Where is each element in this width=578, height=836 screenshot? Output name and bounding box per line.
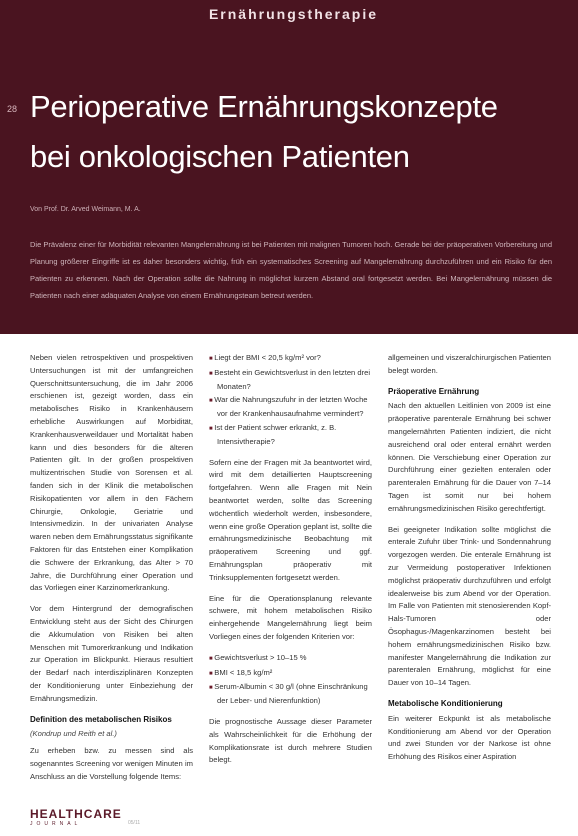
list-item: ■ Gewichtsverlust > 10–15 % bbox=[209, 652, 372, 666]
list-item: ■ BMI < 18,5 kg/m² bbox=[209, 667, 372, 681]
criteria-list bbox=[209, 652, 372, 708]
body-paragraph: Neben vielen retrospektiven und prospektiven Untersuchungen ist mit der umfangreichen Querschnittsuntersuchung, die im Jahr 2006 erschienen ist, gezeigt worden, dass ein metabolisches Risiko in Krankenhäusern erhebliche Auswirkungen auf Morbidität, Krankenhausverweildauer und Mortalität haben kann und dies besonders für die älteren Patienten gilt. In der großen prospektiven multizentrischen Studie von Sorensen et al. fanden sich in der Klinik die metabolischen Risikopatienten vor allem in den Fächern Chirurgie, Onkologie, Geriatrie und Intensivmedizin. In der univariaten Analyse waren neben dem Ernährungsstatus signifikante Faktoren für das Entstehen einer Komplikation die Schwere der Erkrankung, das Alter > 70 Jahre, die Durchführung einer Operation und das Vorliegen einer Karzinomerkrankung. bbox=[30, 353, 193, 593]
body-paragraph: Zu erheben bzw. zu messen sind als sogenanntes Screening vor wenigen Minuten im Anschluss an die Vorstellung folgende Items: bbox=[30, 746, 193, 781]
article-title bbox=[30, 82, 570, 182]
section-heading: Metabolische Konditionierung bbox=[388, 698, 503, 708]
body-paragraph: Vor dem Hintergrund der demografischen Entwicklung steht aus der Sicht des Chirurgen die Akkumulation von Risiken bei alten Menschen mit Tumorerkrankung und Indikation zur Operation im Blickpunkt. Hieraus resultiert der Bedarf nach interdisziplinären Konzepten der Konditionierung unter Einbeziehung der Ernährungsmedizin. bbox=[30, 604, 193, 703]
body-paragraph: Bei geeigneter Indikation sollte möglichst die enterale Zufuhr über Trink- und Sondennahrung vorgezogen werden. Die enterale Ernährung ist zur Vermeidung postoperativer Infektionen möglichst präoperativ durchzuführen und erfolgt idealerweise bis zum Abend vor der Operation. Im Falle von Patienten mit stenosierenden Kopf-Hals-Tumoren oder Ösophagus-/Magenkarzinomen besteht bei hohem ernährungsmedizinischen Risiko bzw. manifester Mangelernährung die Indikation zur parenteralen Ernährung, möglichst für eine Dauer von 10–14 Tagen. bbox=[388, 524, 551, 688]
section-heading: Definition des metabolischen Risikos bbox=[30, 714, 172, 724]
logo-wordmark: HEALTHCARE bbox=[30, 807, 122, 821]
body-paragraph: Nach den aktuellen Leitlinien von 2009 ist eine präoperative parenterale Ernährung bei schwer mangelernährten Patienten indiziert, die nicht ausreichend oral oder enteral ernährt werden können. Die Verschiebung einer Operation zur Durchführung einer gezielten enteralen oder parenteralen Ernährung für die Dauer von 7–14 Tagen ist somit nur bei hohem ernährungsmedizinischen Risiko gerechtfertigt. bbox=[388, 401, 551, 513]
section-label: Ernährungstherapie bbox=[208, 6, 378, 22]
author-line: Von Prof. Dr. Arved Weimann, M. A. bbox=[30, 206, 141, 213]
screening-list bbox=[209, 352, 372, 449]
list-item: ■ Serum-Albumin < 30 g/l (ohne Einschränkung der Leber- und Nierenfunktion) bbox=[209, 681, 372, 708]
journal-logo bbox=[30, 808, 120, 827]
article-title-line2: bei onkologischen Patienten bbox=[30, 139, 410, 174]
body-paragraph: Eine für die Operationsplanung relevante schwere, mit hohem metabolischen Risiko einhergehende Mangelernährung liegt beim Vorliegen eines der folgenden Kriterien vor: bbox=[209, 593, 372, 641]
issue-number: 05/11 bbox=[128, 820, 141, 826]
column-2 bbox=[209, 352, 372, 812]
logo-subtitle: JOURNAL bbox=[30, 821, 82, 827]
lead-paragraph: Die Prävalenz einer für Morbidität relevanten Mangelernährung ist bei Patienten mit malignen Tumoren hoch. Gerade bei der präoperativen Vorbereitung und Planung größerer Eingriffe ist es daher besonders wichtig, früh ein systematisches Screening auf Mangelernährung durchzuführen und ein Risiko für den Patienten zu erkennen. Nach der Operation sollte die Nahrung in möglichst kurzem Abstand oral fortgesetzt werden. Bei Mangelernährung müssen die Patienten nach einer adäquaten Analyse von einem Ernährungsteam betreut werden. bbox=[30, 240, 552, 300]
list-item: ■ Ist der Patient schwer erkrankt, z. B. Intensivtherapie? bbox=[209, 422, 372, 449]
list-item: ■ War die Nahrungszufuhr in der letzten Woche vor der Krankenhausaufnahme vermindert? bbox=[209, 394, 372, 421]
body-paragraph: Ein weiterer Eckpunkt ist als metabolische Konditionierung am Abend vor der Operation und zwei Stunden vor der Narkose ist ohne Erhöhung des Risikos einer Aspiration bbox=[388, 713, 551, 762]
body-paragraph: Sofern eine der Fragen mit Ja beantwortet wird, wird mit dem detaillierten Hauptscreening fortgefahren. Wenn alle Fragen mit Nein beantwortet werden, sollte das Screening wöchentlich wiederholt werden, insbesondere, wenn eine große Operation geplant ist, sollte die ernährungsmedizinische Beobachtung mit präoperativem Screening und ggf. Ernährungsplan präoperativ mit Trinksupplementen fortgesetzt werden. bbox=[209, 457, 372, 582]
section-heading: Präoperative Ernährung bbox=[388, 386, 480, 396]
column-1 bbox=[30, 352, 193, 812]
heading-source: (Kondrup und Reith et al.) bbox=[30, 729, 117, 739]
title-banner bbox=[0, 0, 578, 334]
list-item: ■ Besteht ein Gewichtsverlust in den letzten drei Monaten? bbox=[209, 367, 372, 394]
article-title-line1: Perioperative Ernährungskonzepte bbox=[30, 89, 498, 124]
body-paragraph: Die prognostische Aussage dieser Parameter als Wahrscheinlichkeit für die Erhöhung der Komplikationsrate ist durch mehrere Studien belegt. bbox=[209, 716, 372, 765]
body-paragraph: allgemeinen und viszeralchirurgischen Patienten belegt worden. bbox=[388, 353, 551, 375]
list-item: ■ Liegt der BMI < 20,5 kg/m² vor? bbox=[209, 352, 372, 366]
column-3 bbox=[388, 352, 551, 812]
page-number: 28 bbox=[7, 104, 18, 114]
article-body bbox=[30, 352, 552, 812]
